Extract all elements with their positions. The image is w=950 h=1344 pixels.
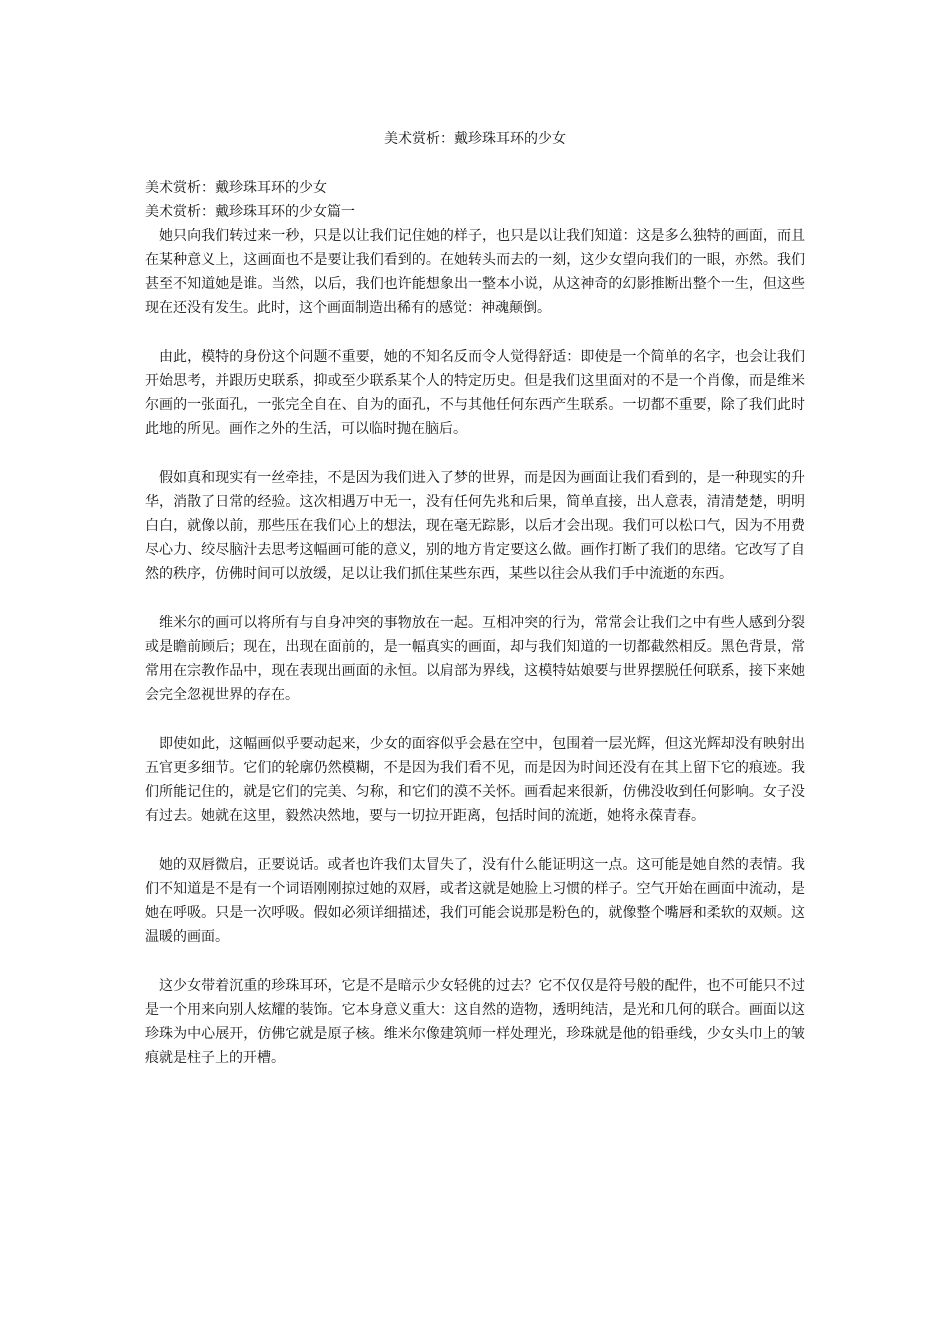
paragraph-spacer	[145, 707, 805, 732]
paragraph-spacer	[145, 828, 805, 853]
paragraph-4: 维米尔的画可以将所有与自身冲突的事物放在一起。互相冲突的行为，常常会让我们之中有些人感到分裂或是瞻前顾后；现在，出现在面前的，是一幅真实的画面，却与我们知道的一切都截然相反。黑色背景，常常用在宗教作品中，现在表现出画面的永恒。以肩部为界线，这模特姑娘要与世界摆脱任何联系，接下来她会完全忽视世界的存在。	[145, 615, 805, 703]
paragraph-2: 由此，模特的身份这个问题不重要，她的不知名反而令人觉得舒适：即使是一个简单的名字，也会让我们开始思考，并跟历史联系，抑或至少联系某个人的特定历史。但是我们这里面对的不是一个肖像，而是维米尔画的一张面孔，一张完全自在、自为的面孔，不与其他任何东西产生联系。一切都不重要，除了我们此时此地的所见。画作之外的生活，可以临时抛在脑后。	[145, 349, 805, 437]
document-subheading: 美术赏析：戴珍珠耳环的少女篇一	[145, 204, 355, 220]
paragraph-6: 她的双唇微启，正要说话。或者也许我们太冒失了，没有什么能证明这一点。这可能是她自然的表情。我们不知道是不是有一个词语刚刚掠过她的双唇，或者这就是她脸上习惯的样子。空气开始在画面中流动，是她在呼吸。只是一次呼吸。假如必须详细描述，我们可能会说那是粉色的，就像整个嘴唇和柔软的双颊。这温暖的画面。	[145, 857, 805, 945]
paragraph-spacer	[145, 586, 805, 611]
paragraph-spacer	[145, 320, 805, 345]
document-title: 美术赏析：戴珍珠耳环的少女	[384, 131, 566, 147]
paragraph-spacer	[145, 949, 805, 974]
paragraph-1: 她只向我们转过来一秒，只是以让我们记住她的样子，也只是以让我们知道：这是多么独特的画面，而且在某种意义上，这画面也不是要让我们看到的。在她转头而去的一刻，这少女望向我们的一眼，亦然。我们甚至不知道她是谁。当然，以后，我们也许能想象出一整本小说，从这神奇的幻影推断出整个一生，但这些现在还没有发生。此时，这个画面制造出稀有的感觉：神魂颠倒。	[145, 228, 805, 316]
paragraph-spacer	[145, 441, 805, 466]
document-heading: 美术赏析：戴珍珠耳环的少女	[145, 180, 327, 196]
paragraph-5: 即使如此，这幅画似乎要动起来，少女的面容似乎会悬在空中，包围着一层光辉，但这光辉却没有映射出五官更多细节。它们的轮廓仍然模糊，不是因为我们看不见，而是因为时间还没有在其上留下它的痕迹。我们所能记住的，就是它们的完美、匀称，和它们的漠不关怀。画看起来很新，仿佛没收到任何影响。女子没有过去。她就在这里，毅然决然地，要与一切拉开距离，包括时间的流逝，她将永葆青春。	[145, 736, 805, 824]
paragraph-3: 假如真和现实有一丝牵挂，不是因为我们进入了梦的世界，而是因为画面让我们看到的，是一种现实的升华，消散了日常的经验。这次相遇万中无一，没有任何先兆和后果，简单直接，出人意表，清清楚楚，明明白白，就像以前，那些压在我们心上的想法，现在毫无踪影，以后才会出现。我们可以松口气，因为不用费尽心力、绞尽脑汁去思考这幅画可能的意义，别的地方肯定要这么做。画作打断了我们的思绪。它改写了自然的秩序，仿佛时间可以放缓，足以让我们抓住某些东西，某些以往会从我们手中流逝的东西。	[145, 470, 805, 582]
paragraph-7: 这少女带着沉重的珍珠耳环，它是不是暗示少女轻佻的过去？它不仅仅是符号般的配件，也不可能只不过是一个用来向别人炫耀的装饰。它本身意义重大：这自然的造物，透明纯洁，是光和几何的联合。画面以这珍珠为中心展开，仿佛它就是原子核。维米尔像建筑师一样处理光，珍珠就是他的铅垂线，少女头巾上的皱痕就是柱子上的开槽。	[145, 978, 805, 1066]
document-body	[145, 176, 805, 1070]
